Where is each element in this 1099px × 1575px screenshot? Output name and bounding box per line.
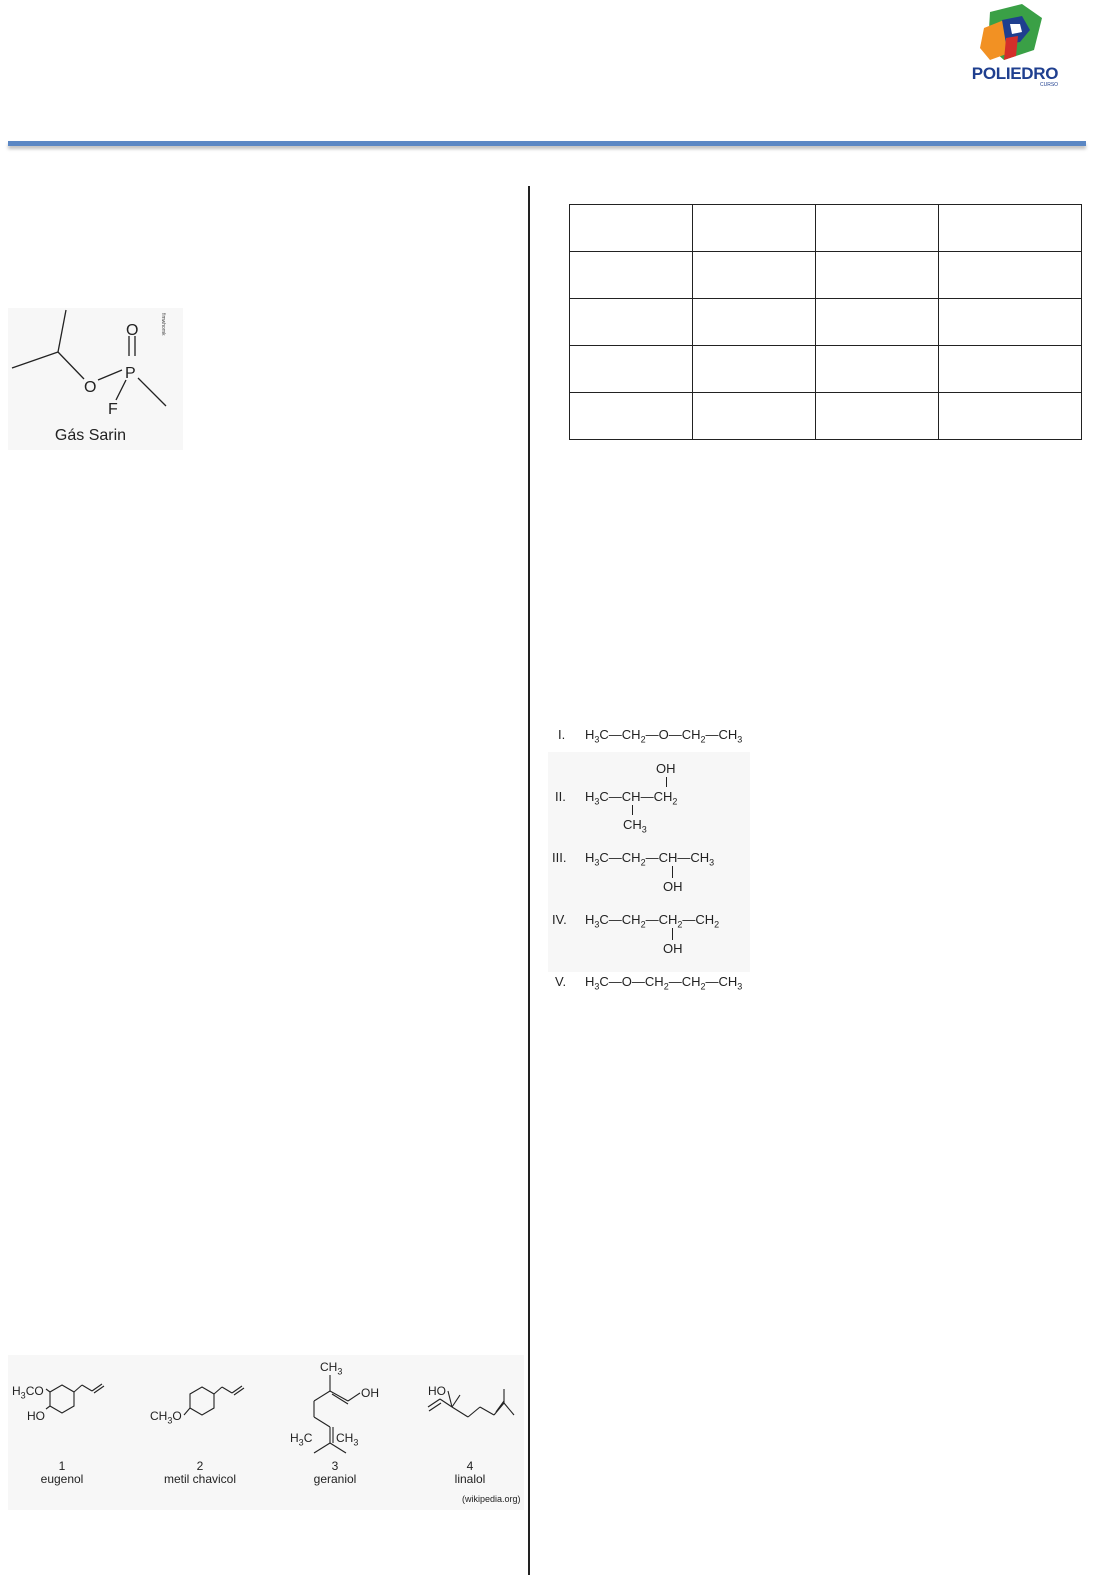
table-cell [693, 299, 816, 346]
table-cell [939, 252, 1082, 299]
formula-3-bottom-bond [672, 866, 673, 878]
eugenol-label-1: $H_3CO$ [12, 1384, 44, 1401]
formula-1-roman: I. [558, 727, 566, 742]
formula-5-main: $H_3C—O—CH_2—CH_2—CH_3$ [585, 974, 743, 992]
table-row [570, 393, 1082, 440]
formula-4-bottom-bond [672, 928, 673, 940]
linalol-number: 4 [466, 1459, 474, 1473]
formula-4-bottom: OH [663, 941, 683, 956]
table-cell [939, 205, 1082, 252]
linalol-name: linalol [454, 1472, 486, 1486]
table-cell [693, 393, 816, 440]
sarin-caption: Gás Sarin [54, 427, 127, 444]
geraniol-label-3: $H_3C$ [290, 1431, 313, 1448]
sarin-atom-p: P [125, 365, 136, 382]
formula-2-bottom-bond [632, 805, 633, 815]
formula-1-main: $H_3C—CH_2—O—CH_2—CH_3$ [585, 727, 743, 745]
table-cell [939, 393, 1082, 440]
table-cell [570, 393, 693, 440]
formula-2-roman: II. [555, 789, 566, 804]
logo-subtext: CURSO [1040, 82, 1059, 88]
geraniol-number: 3 [331, 1459, 339, 1473]
geraniol-label-4: $CH_3$ [336, 1431, 359, 1448]
header-rule [8, 141, 1086, 146]
table-cell [939, 299, 1082, 346]
formula-3-main: $H_3C—CH_2—CH—CH_3$ [585, 850, 715, 868]
formula-5-roman: V. [555, 974, 567, 989]
sarin-side-note [154, 312, 174, 336]
oils-source: (wikipedia.org) [462, 1494, 521, 1504]
svg-text:fimwhomk: fimwhomk [160, 313, 166, 336]
eugenol-name: eugenol [40, 1472, 84, 1486]
eugenol-label-2: HO [27, 1409, 45, 1423]
formula-4-main: $H_3C—CH_2—CH_2—CH_2$ [585, 912, 720, 930]
table-cell [816, 252, 939, 299]
essential-oils-figure [8, 1355, 524, 1510]
logo-text: POLIEDRO [971, 64, 1059, 83]
chavicol-number: 2 [196, 1459, 204, 1473]
eugenol-number: 1 [58, 1459, 66, 1473]
linalol-label-1: HO [428, 1384, 446, 1398]
formula-2-top-bond [666, 777, 667, 787]
table-cell [693, 252, 816, 299]
table-cell [570, 299, 693, 346]
table-cell [570, 205, 693, 252]
table-cell [570, 346, 693, 393]
essential-oils-structures [8, 1355, 524, 1510]
table-cell [939, 346, 1082, 393]
formula-2-top: OH [656, 761, 676, 776]
sarin-atom-o-double: O [126, 322, 139, 339]
table-cell [693, 205, 816, 252]
sarin-atom-f: F [108, 401, 118, 418]
table-row [570, 252, 1082, 299]
table-row [570, 205, 1082, 252]
table-cell [816, 299, 939, 346]
formula-2-bottom: $CH_3$ [623, 817, 647, 835]
table-cell [816, 393, 939, 440]
geraniol-label-2: OH [361, 1386, 379, 1400]
formula-3-bottom: OH [663, 879, 683, 894]
formula-3-roman: III. [552, 850, 567, 865]
table-cell [816, 346, 939, 393]
geraniol-name: geraniol [313, 1472, 357, 1486]
column-divider [528, 186, 530, 1575]
chavicol-name: metil chavicol [163, 1472, 237, 1486]
table-cell [570, 252, 693, 299]
chavicol-label-1: $CH_3O$ [150, 1409, 182, 1426]
formula-4-roman: IV. [552, 912, 567, 927]
geraniol-label-1: $CH_3$ [320, 1360, 343, 1377]
table-cell [816, 205, 939, 252]
table-row [570, 299, 1082, 346]
formula-2-main: $H_3C—CH—CH_2$ [585, 789, 678, 807]
sarin-atom-o-single: O [84, 379, 97, 396]
answer-table [569, 204, 1082, 440]
table-row [570, 346, 1082, 393]
table-cell [693, 346, 816, 393]
